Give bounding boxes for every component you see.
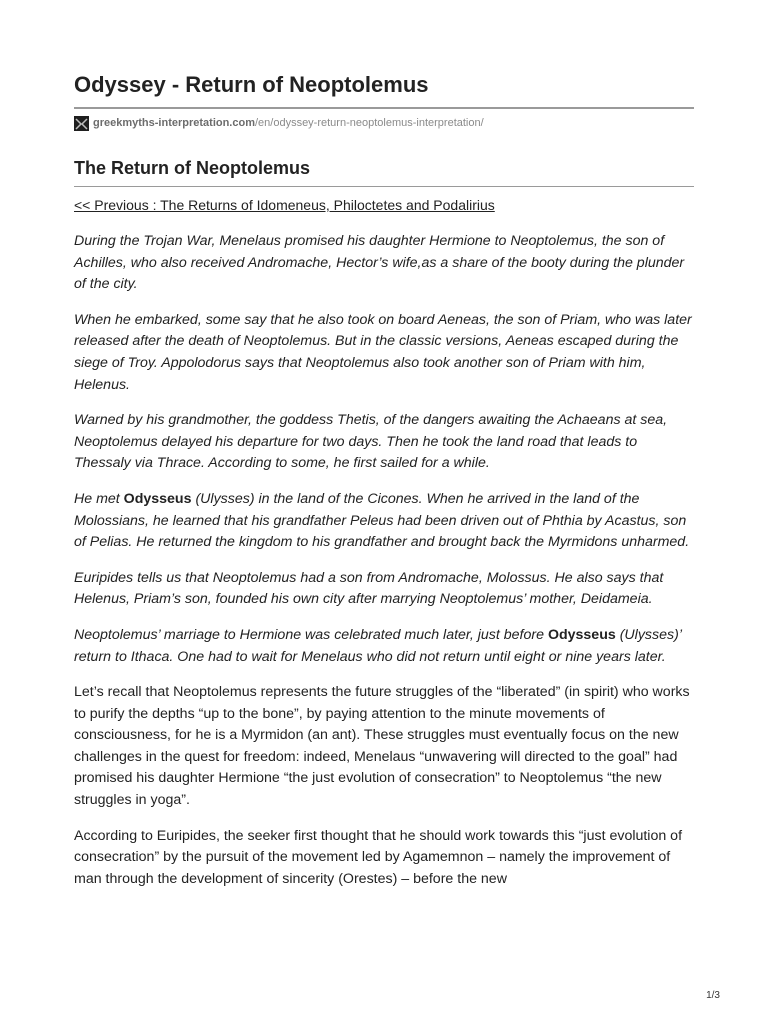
paragraph-4-text-a: He met (74, 490, 124, 507)
section-title: The Return of Neoptolemus (74, 156, 694, 187)
site-favicon-icon (74, 116, 89, 131)
source-domain: greekmyths-interpretation.com (93, 117, 255, 129)
paragraph-3: Warned by his grandmother, the goddess Thetis, of the dangers awaiting the Achaeans at sea, Neoptolemus delayed his departure for two days. Then he took the land road that leads to Thessaly via Thrace. According to some, he first sailed for a while. (74, 412, 668, 472)
odysseus-bold: Odysseus (123, 490, 192, 507)
source-url[interactable] (74, 114, 694, 132)
paragraph-4 (74, 489, 694, 554)
paragraph-6 (74, 625, 694, 668)
paragraph-5: Euripides tells us that Neoptolemus had a son from Andromache, Molossus. He also says that Helenus, Priam’s son, founded his own city after marrying Neoptolemus’ mother, Deidameia. (74, 569, 664, 608)
page-number: 1/3 (706, 990, 720, 1001)
paragraph-2: When he embarked, some say that he also took on board Aeneas, the son of Priam, who was later released after the death of Neoptolemus. But in the classic versions, Aeneas escaped during the siege of Troy. Appolodorus says that Neoptolemus also took another son of Priam with him, Helenus. (74, 311, 692, 393)
paragraph-7: Let’s recall that Neoptolemus represents the future struggles of the “liberated” (in spirit) who works to purify the depths “up to the bone”, by paying attention to the minute movements of consciousness, for he is a Myrmidon (an ant). These struggles must eventually focus on the new challenges in the quest for freedom: indeed, Menelaus “unwavering will directed to the goal” had promised his daughter Hermione “the just evolution of consecration” to Neoptolemus “the new struggles in yoga”. (74, 684, 690, 809)
previous-link[interactable]: << Previous : The Returns of Idomeneus, Philoctetes and Podalirius (74, 197, 495, 213)
paragraph-6-text-a: Neoptolemus’ marriage to Hermione was celebrated much later, just before (74, 626, 548, 643)
paragraph-8: According to Euripides, the seeker first thought that he should work towards this “just evolution of consecration” by the pursuit of the movement led by Agamemnon – namely the improvement of man through the development of sincerity (Orestes) – before the new (74, 827, 683, 887)
paragraph-6-text-c: (Ulysses)’ return to Ithaca. One had to wait for Menelaus who did not return until eight or nine years later. (74, 626, 682, 665)
odysseus-bold: Odysseus (547, 626, 616, 643)
document-page (74, 70, 694, 890)
page-title: Odyssey - Return of Neoptolemus (74, 70, 694, 109)
paragraph-4-text-c: (Ulysses) in the land of the Cicones. When he arrived in the land of the Molossians, he learned that his grandfather Peleus had been driven out of Phthia by Acastus, son of Pelias. He returned the kingdom to his grandfather and brought back the Myrmidons unharmed. (74, 490, 690, 551)
paragraph-1: During the Trojan War, Menelaus promised his daughter Hermione to Neoptolemus, the son of Achilles, who also received Andromache, Hector’s wife,as a share of the booty during the plunder of the city. (74, 233, 685, 293)
source-path: /en/odyssey-return-neoptolemus-interpretation/ (254, 117, 484, 129)
